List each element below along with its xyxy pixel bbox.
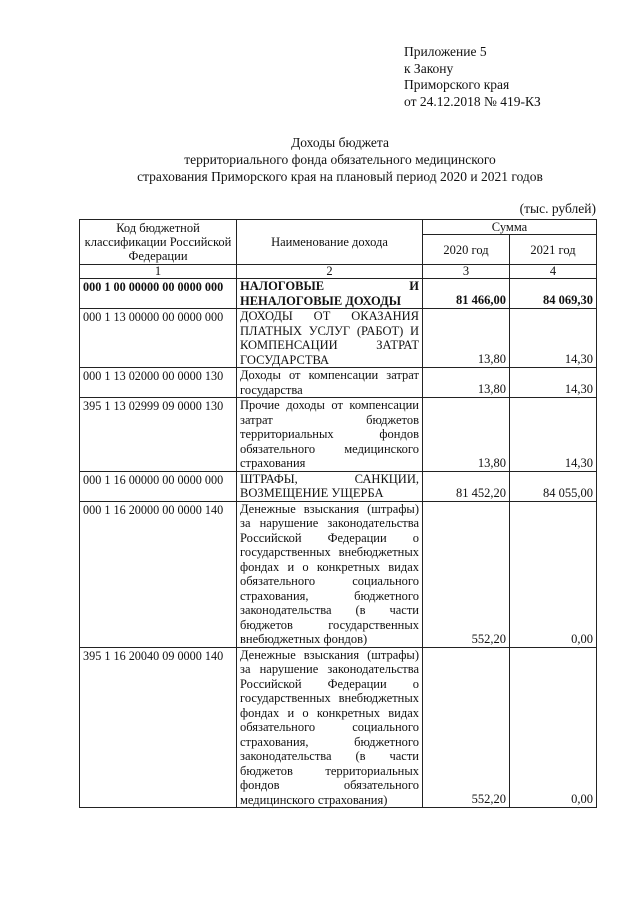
row-code: 000 1 13 00000 00 0000 000 bbox=[80, 309, 237, 368]
row-code: 395 1 16 20040 09 0000 140 bbox=[80, 647, 237, 808]
row-name: ШТРАФЫ, САНКЦИИ, ВОЗМЕЩЕНИЕ УЩЕРБА bbox=[237, 471, 423, 501]
table-row bbox=[80, 309, 597, 368]
row-name: НАЛОГОВЫЕ И НЕНАЛОГОВЫЕ ДОХОДЫ bbox=[237, 279, 423, 309]
row-amount-2020: 81 452,20 bbox=[423, 471, 510, 501]
appendix-line: Приморского края bbox=[404, 77, 510, 92]
title-line: страхования Приморского края на плановый период 2020 и 2021 годов bbox=[137, 169, 543, 184]
appendix-line: Приложение 5 bbox=[404, 44, 487, 59]
row-amount-2021: 84 055,00 bbox=[510, 471, 597, 501]
column-number: 1 bbox=[80, 265, 237, 279]
table-row bbox=[80, 647, 597, 808]
appendix-line: от 24.12.2018 № 419-КЗ bbox=[404, 93, 541, 109]
table-row bbox=[80, 398, 597, 472]
row-amount-2020: 81 466,00 bbox=[423, 279, 510, 309]
row-name: Доходы от компенсации затрат государства bbox=[237, 368, 423, 398]
revenue-table bbox=[79, 219, 597, 808]
column-number: 3 bbox=[423, 265, 510, 279]
row-code: 000 1 13 02000 00 0000 130 bbox=[80, 368, 237, 398]
row-amount-2021: 14,30 bbox=[510, 368, 597, 398]
row-code: 000 1 00 00000 00 0000 000 bbox=[80, 279, 237, 309]
row-amount-2020: 13,80 bbox=[423, 368, 510, 398]
row-name: Денежные взыскания (штрафы) за нарушение законодательства Российской Федерации о государственных внебюджетных фондах и о конкретных видах обязательного социального страхования, бюджетного законодательства (в части бюджетов государственных внебюджетных фондов) bbox=[237, 501, 423, 647]
title-line: Доходы бюджета bbox=[291, 135, 389, 150]
row-amount-2020: 552,20 bbox=[423, 647, 510, 808]
document-title bbox=[60, 134, 620, 185]
row-name: Денежные взыскания (штрафы) за нарушение законодательства Российской Федерации о государственных внебюджетных фондах и о конкретных видах обязательного социального страхования, бюджетного законодательства (в части бюджетов территориальных фондов обязательного медицинского страхования) bbox=[237, 647, 423, 808]
header-2021: 2021 год bbox=[510, 235, 597, 265]
header-code: Код бюджетной классификации Российской Федерации bbox=[80, 220, 237, 265]
row-amount-2021: 14,30 bbox=[510, 309, 597, 368]
appendix-line: к Закону bbox=[404, 60, 454, 76]
row-amount-2020: 13,80 bbox=[423, 398, 510, 472]
title-line: территориального фонда обязательного медицинского bbox=[184, 152, 496, 167]
row-name: Прочие доходы от компенсации затрат бюджетов территориальных фондов обязательного медицинского страхования bbox=[237, 398, 423, 472]
appendix-note bbox=[404, 44, 624, 110]
header-name: Наименование дохода bbox=[237, 220, 423, 265]
table-row bbox=[80, 471, 597, 501]
header-2020: 2020 год bbox=[423, 235, 510, 265]
row-amount-2020: 13,80 bbox=[423, 309, 510, 368]
table-row bbox=[80, 279, 597, 309]
row-name: ДОХОДЫ ОТ ОКАЗАНИЯ ПЛАТНЫХ УСЛУГ (РАБОТ) И КОМПЕНСАЦИИ ЗАТРАТ ГОСУДАРСТВА bbox=[237, 309, 423, 368]
row-amount-2020: 552,20 bbox=[423, 501, 510, 647]
row-amount-2021: 0,00 bbox=[510, 501, 597, 647]
row-code: 000 1 16 00000 00 0000 000 bbox=[80, 471, 237, 501]
row-code: 395 1 13 02999 09 0000 130 bbox=[80, 398, 237, 472]
column-number-row bbox=[80, 265, 597, 279]
header-sum: Сумма bbox=[423, 220, 597, 235]
row-code: 000 1 16 20000 00 0000 140 bbox=[80, 501, 237, 647]
row-amount-2021: 0,00 bbox=[510, 647, 597, 808]
units-label: (тыс. рублей) bbox=[519, 201, 596, 216]
row-amount-2021: 14,30 bbox=[510, 398, 597, 472]
column-number: 2 bbox=[237, 265, 423, 279]
table-row bbox=[80, 368, 597, 398]
row-amount-2021: 84 069,30 bbox=[510, 279, 597, 309]
table-row bbox=[80, 501, 597, 647]
column-number: 4 bbox=[510, 265, 597, 279]
